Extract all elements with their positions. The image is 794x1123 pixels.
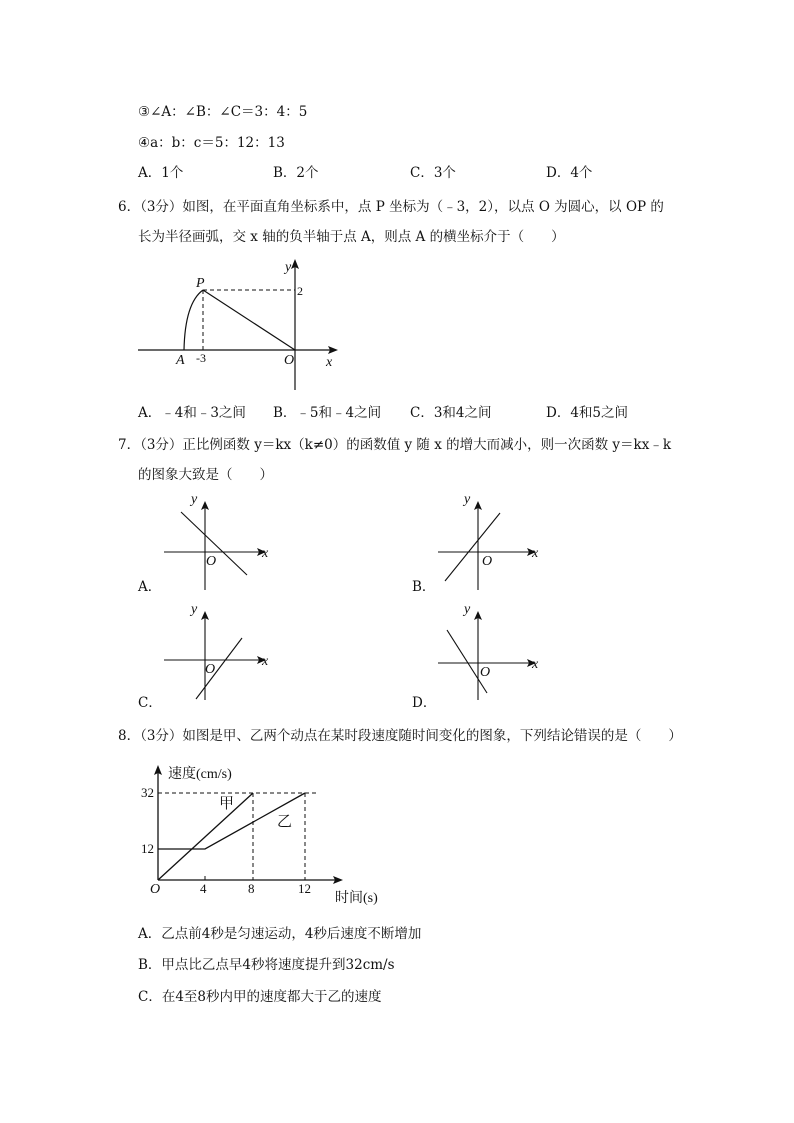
svg-text:y: y: [464, 602, 471, 617]
svg-text:O: O: [482, 554, 493, 569]
y-tick-32: 32: [141, 785, 154, 800]
q5-choice-c: C．3个: [410, 165, 456, 181]
q8-choice-c: C．在4至8秒内甲的速度都大于乙的速度: [138, 989, 382, 1005]
x-tick-4: 4: [200, 881, 207, 896]
series-yi-label: 乙: [277, 814, 293, 830]
tick-y-label: 2: [297, 284, 303, 298]
q7-choice-c: C．: [138, 695, 162, 711]
y-tick-12: 12: [141, 841, 154, 856]
q7-stem-line1: 7．（3分）正比例函数 y＝kx（k≠0）的函数值 y 随 x 的增大而减小，则一次函数 y＝kx﹣k: [118, 437, 672, 453]
q6-choice-b: B．﹣5和﹣4之间: [273, 405, 382, 421]
q5-choice-a: A．1个: [138, 165, 184, 181]
svg-text:x: x: [262, 654, 269, 669]
q7-choice-b: B．: [412, 579, 436, 595]
chart-origin: O: [150, 882, 161, 897]
svg-text:x: x: [532, 546, 539, 561]
q5-option-4: ④a：b：c＝5：12：13: [138, 135, 285, 151]
svg-text:y: y: [191, 492, 198, 507]
svg-text:O: O: [480, 665, 491, 680]
point-p-label: P: [196, 276, 205, 291]
q7-choice-d: D．: [412, 695, 437, 711]
svg-text:x: x: [262, 546, 269, 561]
q5-option-3: ③∠A：∠B：∠C＝3：4：5: [138, 104, 308, 120]
q7-choice-a: A．: [138, 579, 162, 595]
x-tick-8: 8: [248, 881, 255, 896]
q8-stem: 8．（3分）如图是甲、乙两个动点在某时段速度随时间变化的图象，下列结论错误的是（ ）: [118, 728, 682, 744]
q6-stem-line1: 6．（3分）如图，在平面直角坐标系中，点 P 坐标为（﹣3，2），以点 O 为圆心，以 OP 的: [118, 199, 664, 215]
q5-choice-b: B．2个: [273, 165, 319, 181]
y-axis-label: y: [285, 260, 292, 275]
q6-choice-c: C．3和4之间: [410, 405, 492, 421]
q6-stem-line2: 长为半径画弧，交 x 轴的负半轴于点 A，则点 A 的横坐标介于（ ）: [138, 229, 565, 245]
q6-choice-a: A．﹣4和﹣3之间: [138, 405, 246, 421]
x-axis-title: 时间(s): [335, 891, 378, 906]
svg-text:y: y: [191, 602, 198, 617]
svg-text:x: x: [532, 657, 539, 672]
x-tick-12: 12: [298, 881, 311, 896]
series-jia-line: [158, 793, 253, 880]
origin-label: O: [284, 353, 295, 368]
q8-choice-a: A．乙点前4秒是匀速运动，4秒后速度不断增加: [138, 926, 422, 942]
svg-text:y: y: [464, 492, 471, 507]
y-axis-title: 速度(cm/s): [168, 767, 232, 782]
svg-text:O: O: [205, 662, 216, 677]
svg-text:O: O: [206, 554, 217, 569]
series-jia-label: 甲: [219, 796, 235, 812]
q6-choice-d: D．4和5之间: [546, 405, 629, 421]
q5-choice-d: D．4个: [546, 165, 593, 181]
tick-x-label: -3: [196, 351, 206, 365]
x-axis-label: x: [326, 355, 333, 370]
point-a-label: A: [176, 353, 185, 368]
q7-stem-line2: 的图象大致是（ ）: [138, 467, 273, 483]
q8-choice-b: B．甲点比乙点早4秒将速度提升到32cm/s: [138, 957, 395, 973]
